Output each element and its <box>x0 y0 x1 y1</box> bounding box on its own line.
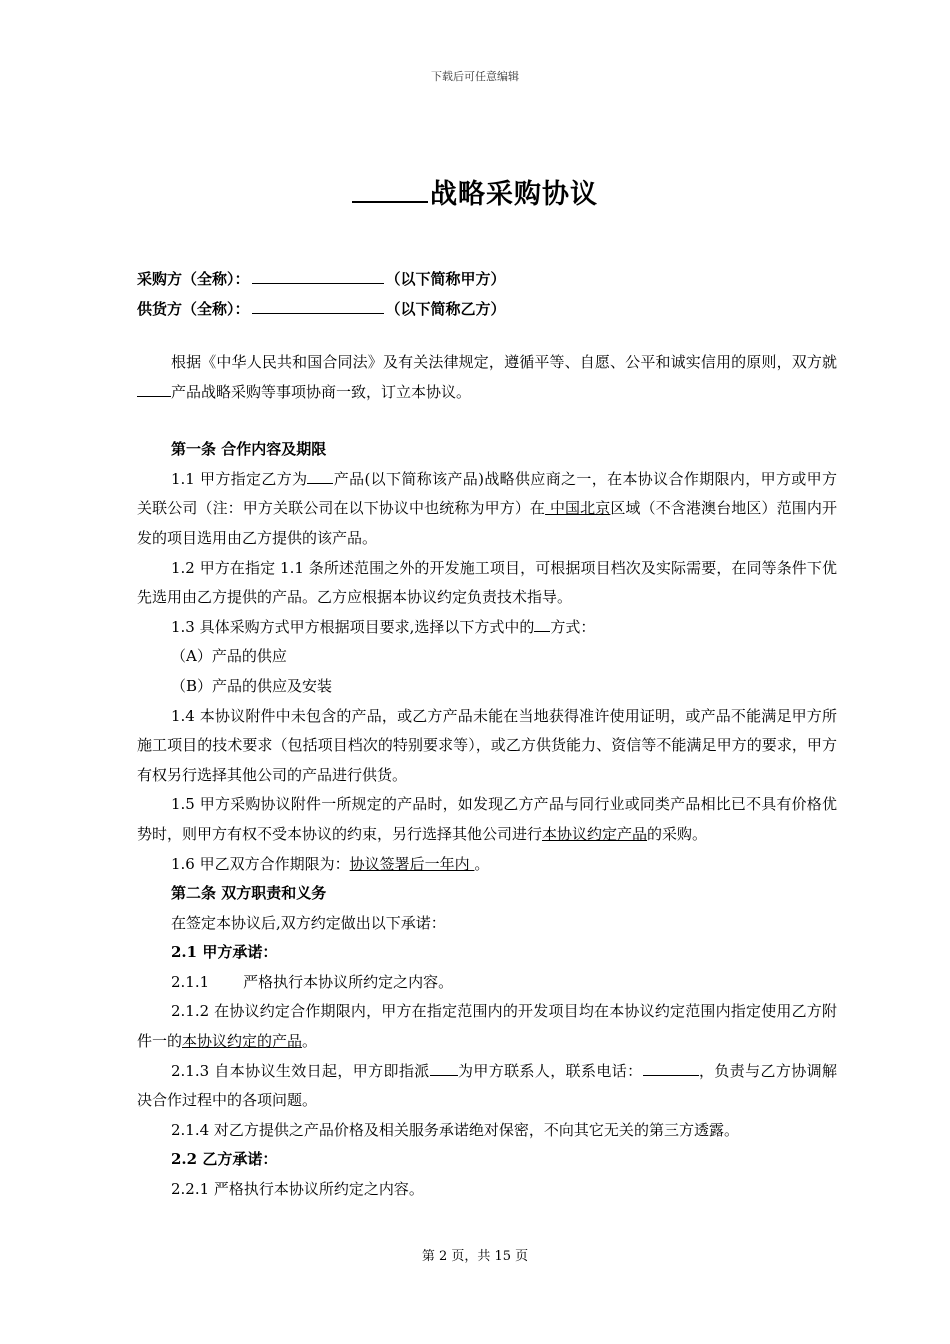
clause-2-1-2-underlined: 本协议约定的产品 <box>182 1032 303 1051</box>
clause-1-3 <box>137 613 837 643</box>
clause-2-1-4: 2.1.4 对乙方提供之产品价格及相关服务承诺绝对保密，不向其它无关的第三方透露。 <box>171 1120 739 1139</box>
intro-text-2: 产品战略采购等事项协商一致，订立本协议。 <box>171 382 472 401</box>
clause-1-3-text-a: 1.3 具体采购方式甲方根据项目要求,选择以下方式中的 <box>171 617 535 636</box>
article2-lead: 在签定本协议后,双方约定做出以下承诺： <box>171 913 446 932</box>
clause-1-5-text-a: 1.5 甲方采购协议附件一所规定的产品时，如发现乙方产品与同行业或同类产品相比已不具有价格优势时，则甲方有权不受本协议的约束，另行选择其他公司进行 <box>137 795 837 843</box>
title-text: 战略采购协议 <box>430 179 598 210</box>
clause-2-2-1: 2.2.1 严格执行本协议所约定之内容。 <box>171 1180 424 1199</box>
clause-1-3-blank <box>534 615 550 632</box>
header-note: 下载后可任意编辑 <box>431 70 519 83</box>
option-b: （B）产品的供应及安装 <box>171 676 333 695</box>
buyer-name-blank <box>252 265 384 284</box>
clause-1-4: 1.4 本协议附件中未包含的产品，或乙方产品未能在当地获得准许使用证明，或产品不能满足甲方所施工项目的技术要求（包括项目档次的特别要求等），或乙方供货能力、资信等不能满足甲方的要求，甲方有权另行选择其他公司的产品进行供货。 <box>137 706 837 784</box>
clause-1-1-blank <box>307 467 333 484</box>
article2-heading: 第二条 双方职责和义务 <box>171 884 327 903</box>
clause-1-3-text-b: 方式： <box>550 617 596 636</box>
clause-2-1-1-text: 严格执行本协议所约定之内容。 <box>243 972 454 991</box>
agreement-body <box>137 348 837 1205</box>
clause-2-1-3-text-a: 2.1.3 自本协议生效日起，甲方即指派 <box>171 1061 430 1080</box>
buyer-suffix: （以下简称甲方） <box>385 270 506 288</box>
clause-1-5-text-b: 的采购。 <box>647 824 708 843</box>
clause-1-1 <box>137 465 837 554</box>
parties-block <box>137 264 837 324</box>
buyer-label: 采购方（全称）： <box>137 270 250 288</box>
clause-2-1-2-text-b: 。 <box>302 1032 318 1051</box>
intro-product-blank <box>137 380 171 397</box>
clause-2-1-2-text-a: 2.1.2 在协议约定合作期限内，甲方在指定范围内的开发项目均在本协议约定范围内指定使用乙方附件一的 <box>137 1002 837 1051</box>
clause-1-1-text-a: 1.1 甲方指定乙方为 <box>171 469 308 488</box>
supplier-name-blank <box>252 295 384 314</box>
clause-1-1-text-c: 区域（不含港澳台地区）范围内开发的项目选用由乙方提供的该产品。 <box>137 499 837 547</box>
intro-paragraph <box>137 348 837 407</box>
page-footer: 第 2 页，共 15 页 <box>421 1249 529 1264</box>
article1-heading: 第一条 合作内容及期限 <box>171 440 327 459</box>
clause-2-1-3-text-c: ，负责与乙方协调解决合作过程中的各项问题。 <box>137 1061 837 1110</box>
contact-person-blank <box>430 1059 458 1076</box>
clause-1-6 <box>137 850 837 880</box>
clause-1-6-text-a: 1.6 甲乙双方合作期限为： <box>171 854 350 873</box>
clause-2-1-3 <box>137 1057 837 1116</box>
clause-1-6-term: 协议签署后一年内 <box>349 854 475 873</box>
clause-1-5 <box>137 790 837 849</box>
title-blank <box>352 181 428 203</box>
clause-1-1-text-b: 产品(以下简称该产品)战略供应商之一，在本协议合作期限内，甲方或甲方关联公司（注：甲方关联公司在以下协议中也统称为甲方）在 <box>137 469 837 518</box>
clause-1-2: 1.2 甲方在指定 1.1 条所述范围之外的开发施工项目，可根据项目档次及实际需要，在同等条件下优先选用由乙方提供的产品。乙方应根据本协议约定负责技术指导。 <box>137 558 837 607</box>
supplier-label: 供货方（全称）： <box>137 300 250 318</box>
clause-2-1-3-text-b: 为甲方联系人，联系电话： <box>457 1061 643 1080</box>
buyer-line <box>137 264 837 294</box>
contact-phone-blank <box>643 1059 699 1076</box>
intro-text-1: 根据《中华人民共和国合同法》及有关法律规定，遵循平等、自愿、公平和诚实信用的原则，双方就 <box>171 353 837 371</box>
option-a: （A）产品的供应 <box>171 647 287 666</box>
section-2-2-heading: 2.2 乙方承诺： <box>171 1150 278 1169</box>
clause-2-1-2 <box>137 997 837 1056</box>
clause-2-1-1-number: 2.1.1 <box>171 972 210 991</box>
clause-2-1-1 <box>137 968 837 998</box>
document-title <box>0 172 950 211</box>
supplier-line <box>137 294 837 324</box>
clause-1-5-underlined: 本协议约定产品 <box>542 824 648 843</box>
clause-1-6-text-b: 。 <box>474 854 490 873</box>
section-2-1-heading: 2.1 甲方承诺： <box>171 943 278 962</box>
supplier-suffix: （以下简称乙方） <box>385 300 506 318</box>
clause-1-1-region: 中国北京 <box>545 499 611 518</box>
